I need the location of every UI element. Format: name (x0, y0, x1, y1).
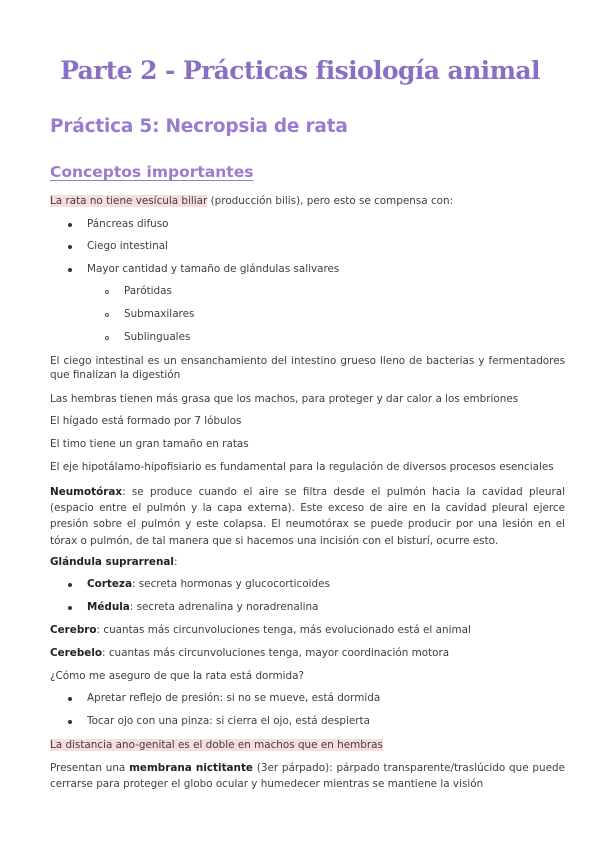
term-cerebro: Cerebro (50, 624, 97, 636)
term-membrana: membrana nictitante (129, 762, 253, 774)
paragraph-cerebelo (50, 646, 565, 660)
paragraph-higado: El hígado está formado por 7 lóbulos (50, 415, 242, 427)
term-glandula: Glándula suprarrenal (50, 556, 174, 568)
bullet-icon (68, 583, 72, 587)
section-title: Conceptos importantes (50, 163, 254, 181)
term-cerebelo: Cerebelo (50, 647, 103, 659)
circle-bullet-icon (105, 336, 109, 340)
cerebro-text: : cuantas más circunvoluciones tenga, más evolucionado está el animal (96, 624, 471, 636)
list-item (87, 577, 330, 591)
term-medula: Médula (87, 601, 130, 613)
bullet-icon (68, 606, 72, 610)
glandula-colon: : (173, 556, 178, 568)
circle-bullet-icon (105, 313, 109, 317)
corteza-text: : secreta hormonas y glucocorticoides (131, 578, 330, 590)
paragraph-neumotorax (50, 484, 565, 549)
paragraph-membrana (50, 760, 565, 792)
intro-paragraph (50, 194, 565, 208)
membrana-post: (3er párpado): párpado transparente/traslúcido que puede cerrarse para proteger el globo ocular y humedecer mientras se mantiene la visión (50, 762, 565, 791)
term-corteza: Corteza (87, 578, 132, 590)
distancia-highlight: La distancia ano-genital es el doble en machos que en hembras (50, 739, 383, 751)
medula-text: : secreta adrenalina y noradrenalina (129, 601, 319, 613)
bullet-icon (68, 720, 72, 724)
list-item: Apretar reflejo de presión: si no se mueve, está dormida (87, 692, 381, 704)
sublist-item: Parótidas (124, 285, 172, 297)
practice-title: Práctica 5: Necropsia de rata (50, 116, 348, 137)
bullet-icon (68, 697, 72, 701)
paragraph-pregunta: ¿Cómo me aseguro de que la rata está dormida? (50, 670, 304, 682)
paragraph-distancia (50, 738, 565, 752)
paragraph-glandula (50, 555, 565, 569)
list-item (87, 600, 318, 614)
list-item: Tocar ojo con una pinza: si cierra el ojo, está despierta (87, 715, 370, 727)
paragraph-eje: El eje hipotálamo-hipofisiario es fundamental para la regulación de diversos procesos esenciales (50, 461, 554, 473)
neumotorax-text: : se produce cuando el aire se filtra desde el pulmón hacia la cavidad pleural (espacio entre el pulmón y la capa externa). Este exceso de aire en la cavidad pleural ejerce presión sobre el pulmón y este colapsa. El neumotórax se puede producir por una lesión en el tórax o pulmón, de tal manera que si hacemos una incisión con el bisturí, ocurre esto. (50, 486, 565, 547)
sublist-item: Submaxilares (124, 308, 195, 320)
list-item: Mayor cantidad y tamaño de glándulas salivares (87, 263, 340, 275)
paragraph-hembras: Las hembras tienen más grasa que los machos, para proteger y dar calor a los embriones (50, 393, 519, 405)
paragraph-ciego: El ciego intestinal es un ensanchamiento del intestino grueso lleno de bacterias y fermentadores que finalizan la digestión (50, 355, 565, 381)
list-item: Ciego intestinal (87, 240, 168, 252)
paragraph-cerebro (50, 623, 565, 637)
bullet-icon (68, 245, 72, 249)
sublist-item: Sublinguales (124, 331, 191, 343)
list-item: Páncreas difuso (87, 218, 169, 230)
intro-rest: (producción bilis), pero esto se compensa con: (207, 195, 454, 207)
intro-highlight: La rata no tiene vesícula biliar (50, 195, 208, 207)
term-neumotorax: Neumotórax (50, 486, 123, 498)
cerebelo-text: : cuantas más circunvoluciones tenga, mayor coordinación motora (102, 647, 450, 659)
bullet-icon (68, 223, 72, 227)
paragraph-timo: El timo tiene un gran tamaño en ratas (50, 438, 249, 450)
membrana-pre: Presentan una (50, 762, 130, 774)
circle-bullet-icon (105, 290, 109, 294)
document-title: Parte 2 - Prácticas fisiología animal (60, 56, 540, 85)
bullet-icon (68, 268, 72, 272)
